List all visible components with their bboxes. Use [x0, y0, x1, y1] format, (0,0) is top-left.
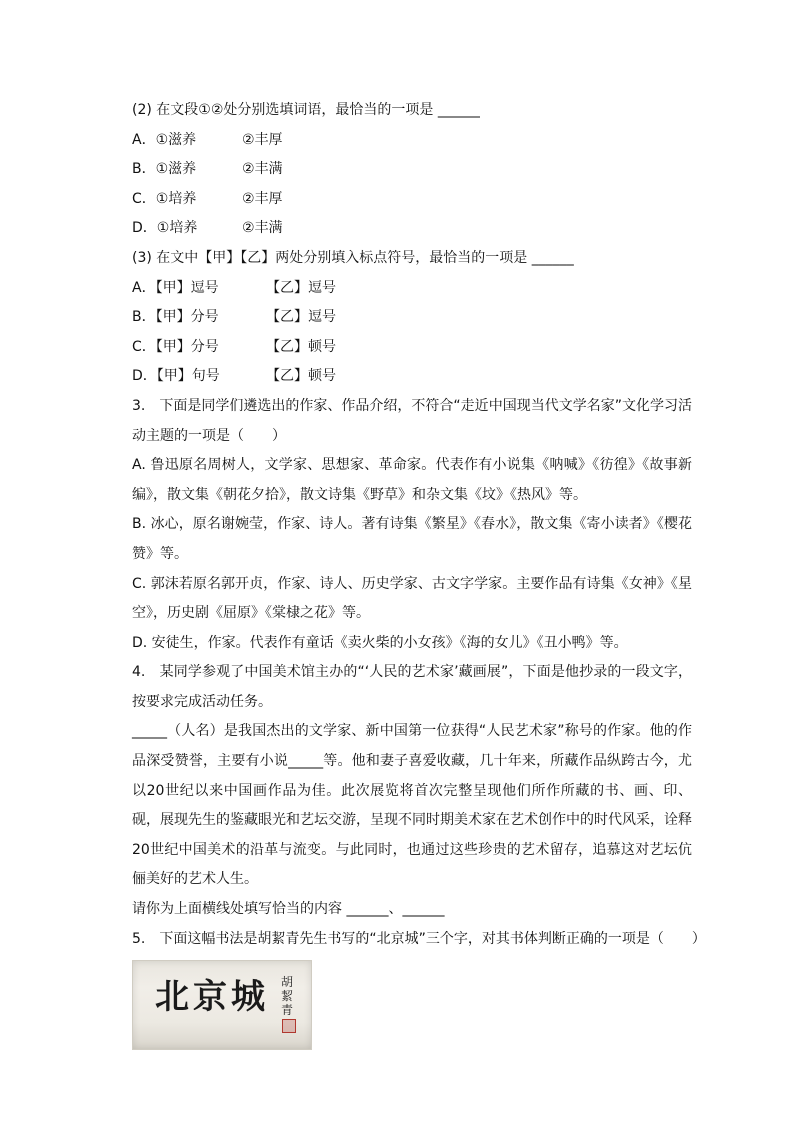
q3sub-option-c-val: 【乙】顿号: [266, 338, 336, 355]
seal-stamp-icon: [282, 1019, 296, 1033]
q3sub-option-c: [132, 333, 692, 363]
calligraphy-signature: 胡絜青: [281, 975, 294, 1018]
q2-option-c-key: C．①培养: [132, 190, 197, 207]
q3sub-option-d-val: 【乙】顿号: [266, 368, 336, 385]
q3-stem: 3. 下面是同学们遴选出的作家、作品介绍，不符合“走近中国现当代文学名家”文化学习活动主题的一项是（ ）: [132, 397, 692, 444]
q2-option-d-val: ②丰满: [242, 220, 283, 237]
q3-option-c: C. 郭沫若原名郭开贞，作家、诗人、历史学家、古文字学家。主要作品有诗集《女神》《星空》，历史剧《屈原》《棠棣之花》等。: [132, 575, 692, 622]
q4-stem: 4. 某同学参观了中国美术馆主办的“‘人民的艺术家’藏画展”，下面是他抄录的一段文字，按要求完成活动任务。: [132, 664, 692, 710]
q2-option-d-key: D．①培养: [132, 220, 198, 237]
q2-option-b-val: ②丰满: [242, 161, 283, 178]
q3-option-a: A. 鲁迅原名周树人，文学家、思想家、革命家。代表作有小说集《呐喊》《彷徨》《故事新编》，散文集《朝花夕拾》，散文诗集《野草》和杂文集《坟》《热风》等。: [132, 457, 692, 503]
calligraphy-characters: 北京城: [155, 977, 269, 1018]
q3sub-option-a-val: 【乙】逗号: [266, 279, 336, 296]
q2-stem: (2) 在文段①②处分别选填词语，最恰当的一项是 ______: [132, 102, 480, 118]
q3sub-option-c-key: C．【甲】分号: [132, 338, 219, 355]
q3sub-option-b: [132, 303, 692, 333]
q2-option-a-val: ②丰厚: [242, 131, 283, 148]
q2-option-c: [132, 185, 692, 215]
q3sub-option-d: [132, 362, 692, 392]
q3-option-d: D. 安徒生，作家。代表作有童话《卖火柴的小女孩》《海的女儿》《丑小鸭》等。: [132, 634, 628, 651]
q4-task: 请你为上面横线处填写恰当的内容 ______、______: [132, 901, 445, 918]
q3sub-stem: (3) 在文中【甲】【乙】两处分别填入标点符号，最恰当的一项是 ______: [132, 249, 574, 266]
q3sub-option-a-key: A．【甲】逗号: [132, 279, 219, 296]
q2-option-b-key: B．①滋养: [132, 161, 197, 178]
q4-passage: _____（人名）是我国杰出的文学家、新中国第一位获得“人民艺术家”称号的作家。他的作品深受赞誉，主要有小说_____等。他和妻子喜爱收藏，几十年来，所藏作品纵跨古今，尤以20世纪以来中国画作品为佳。此次展览将首次完整呈现他们所作所藏的书、画、印、砚，展现先生的鉴藏眼光和艺坛交游，呈现不同时期美术家在艺术创作中的时代风采，诠释20世纪中国美术的沿革与流变。与此同时，也通过这些珍贵的艺术留存，追慕这对艺坛伉俪美好的艺术人生。: [132, 723, 692, 888]
q2-option-d: [132, 214, 692, 244]
q3sub-option-b-val: 【乙】逗号: [266, 309, 336, 326]
exam-page: [132, 96, 706, 1050]
q2-option-a-key: A．①滋养: [132, 131, 197, 148]
q2-option-c-val: ②丰厚: [242, 190, 283, 207]
calligraphy-image: [132, 960, 312, 1050]
q3sub-option-a: [132, 274, 692, 304]
q3-option-b: B. 冰心，原名谢婉莹，作家、诗人。著有诗集《繁星》《春水》，散文集《寄小读者》《樱花赞》等。: [132, 516, 692, 562]
q3sub-option-d-key: D．【甲】句号: [132, 368, 220, 385]
q3sub-option-b-key: B．【甲】分号: [132, 309, 219, 326]
q2-option-b: [132, 155, 692, 185]
q5-stem: 5. 下面这幅书法是胡絜青先生书写的“北京城”三个字，对其书体判断正确的一项是（ ）: [132, 930, 706, 947]
q2-option-a: [132, 126, 692, 156]
